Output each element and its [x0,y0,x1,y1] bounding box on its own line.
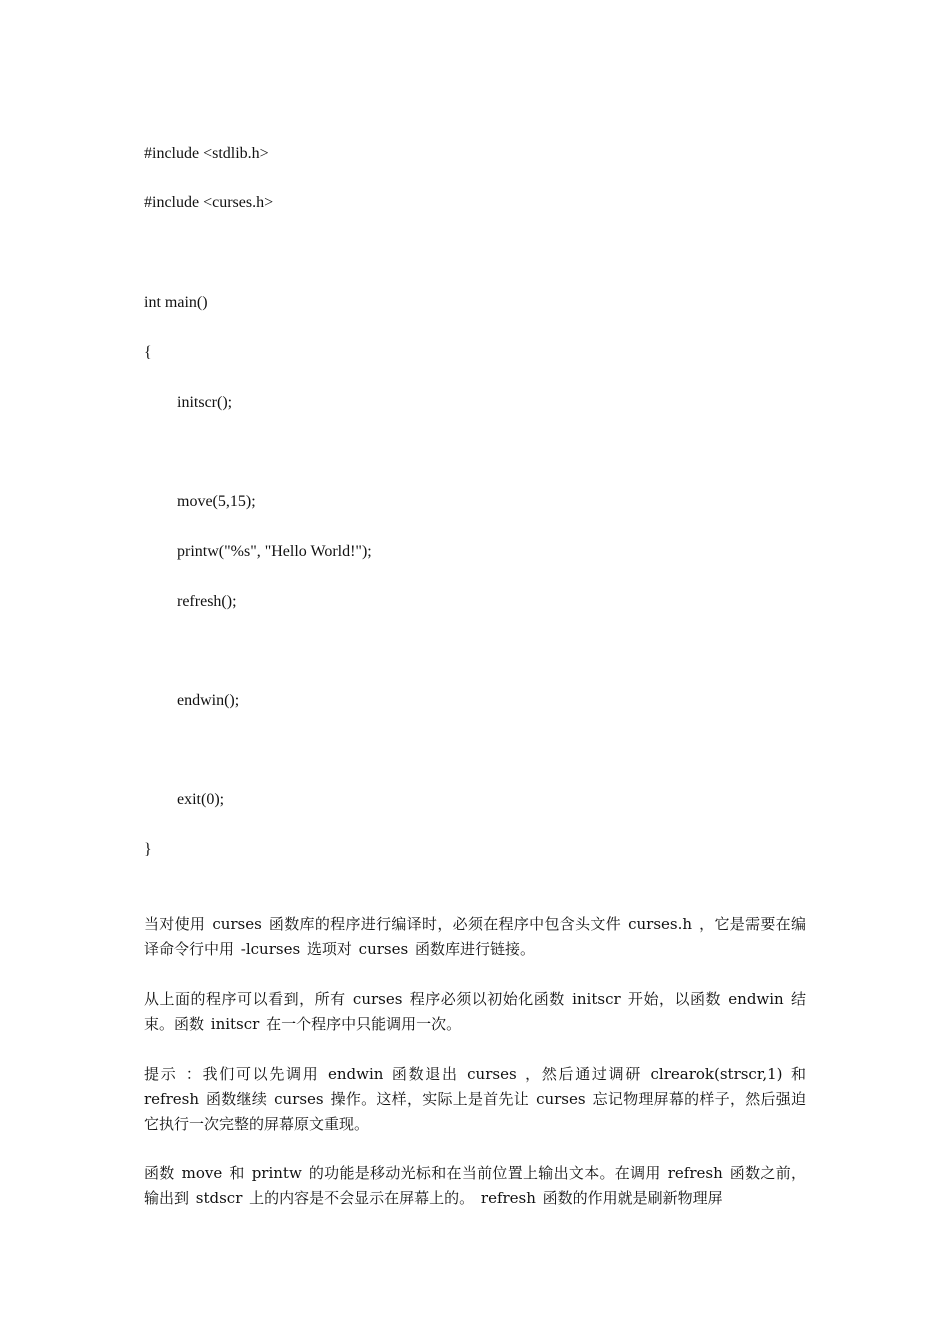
code-line-main-declaration: int main() [144,294,208,311]
code-line-printw: printw("%s", "Hello World!"); [177,543,372,560]
paragraph-move-printw: 函数 move 和 printw 的功能是移动光标和在当前位置上输出文本。在调用 refresh 函数之前，输出到 stdscr 上的内容是不会显示在屏幕上的。 refresh 函数的作用就是刷新物理屏 [144,1164,806,1207]
code-line-refresh: refresh(); [177,593,237,610]
code-line-open-brace: { [144,344,152,361]
paragraph-tip: 提示 ：我们可以先调用 endwin 函数退出 curses ，然后通过调研 clrearok(strscr,1) 和 refresh 函数继续 curses 操作。这样，实际上是首先让 curses 忘记物理屏幕的样子，然后强迫它执行一次完整的屏幕原文重现。 [144,1065,806,1133]
code-line-endwin: endwin(); [177,692,240,709]
code-line-exit: exit(0); [177,791,225,808]
code-line-close-brace: } [144,841,152,858]
code-line-include-curses: #include <curses.h> [144,194,274,211]
paragraph-initscr-endwin: 从上面的程序可以看到，所有 curses 程序必须以初始化函数 initscr 开始，以函数 endwin 结束。函数 initscr 在一个程序中只能调用一次。 [144,990,806,1033]
code-line-move: move(5,15); [177,493,256,510]
paragraph-compile-note: 当对使用 curses 函数库的程序进行编译时，必须在程序中包含头文件 curses.h ，它是需要在编译命令行中用 -lcurses 选项对 curses 函数库进行链接。 [144,915,806,958]
code-line-initscr: initscr(); [177,394,233,411]
code-line-include-stdlib: #include <stdlib.h> [144,145,269,162]
